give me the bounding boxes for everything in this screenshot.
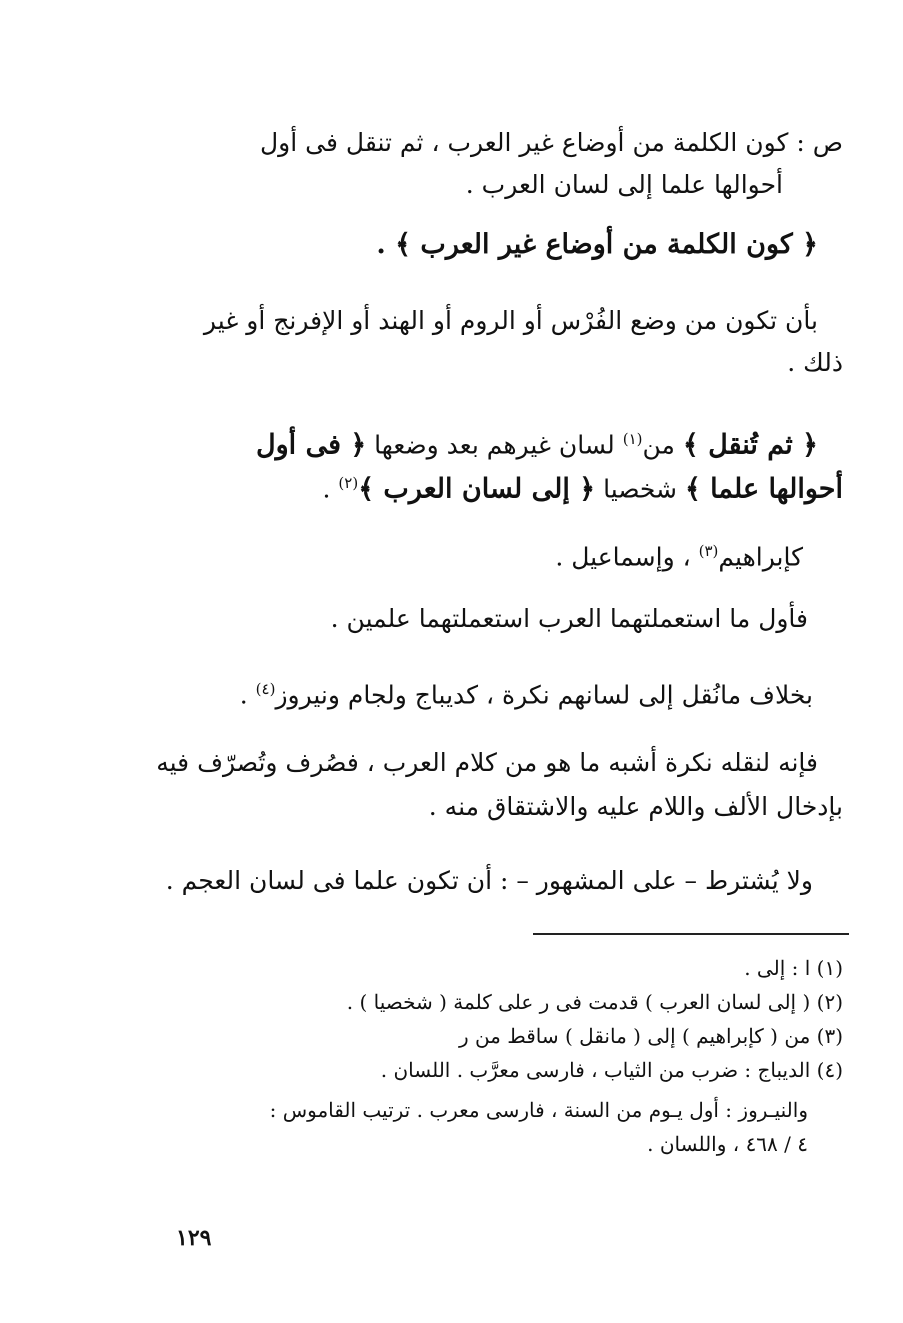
matn-line-2: أحوالها علما إلى لسان العرب . xyxy=(465,170,783,199)
paragraph-2-line-2: ذلك . xyxy=(787,348,843,377)
paragraph-3-line-2: أحوالها علما ﴾ شخصيا ﴿ إلى لسان العرب ﴾$^{(٢)}$ . xyxy=(322,473,843,505)
footnote-4-continuation-1: والنيـروز : أول يـوم من السنة ، فارسى معرب . ترتيب القاموس : xyxy=(269,1098,808,1122)
footnote-3: (٣) من ( كإبراهيم ) إلى ( مانقل ) ساقط من ر xyxy=(458,1024,843,1048)
paragraph-3-line-1: ﴿ ثم تُنقل ﴾ من$^{(١)}$ لسان غيرهم بعد وضعها ﴿ فى أول xyxy=(256,429,818,461)
paragraph-7-line-2: بإدخال الألف واللام عليه والاشتقاق منه . xyxy=(428,792,843,821)
footnote-4-continuation-2: ٤ / ٤٦٨ ، واللسان . xyxy=(647,1132,808,1156)
paragraph-6: بخلاف مانُقل إلى لسانهم نكرة ، كديباج ولجام ونيروز$^{(٤)}$ . xyxy=(239,680,813,710)
matn-line-1: ص : كون الكلمة من أوضاع غير العرب ، ثم تنقل فى أول xyxy=(260,128,843,157)
footnote-separator xyxy=(533,933,849,935)
paragraph-4: كإبراهيم$^{(٣)}$ ، وإسماعيل . xyxy=(555,542,803,572)
paragraph-7-line-1: فإنه لنقله نكرة أشبه ما هو من كلام العرب ، فصُرف وتُصرّف فيه xyxy=(156,748,818,777)
commentary-heading-1: ﴿ كون الكلمة من أوضاع غير العرب ﴾ . xyxy=(376,229,818,260)
paragraph-2-line-1: بأن تكون من وضع الفُرْس أو الروم أو الهند أو الإفرنج أو غير xyxy=(203,306,818,335)
footnote-1: (١) ا : إلى . xyxy=(744,956,843,980)
footnote-4: (٤) الديباج : ضرب من الثياب ، فارسى معرَّب . اللسان . xyxy=(380,1058,843,1082)
footnote-2: (٢) ( إلى لسان العرب ) قدمت فى ر على كلمة ( شخصيا ) . xyxy=(346,990,843,1014)
page-number: ١٢٩ xyxy=(176,1225,212,1251)
paragraph-8: ولا يُشترط – على المشهور – : أن تكون علما فى لسان العجم . xyxy=(165,866,813,895)
paragraph-5: فأول ما استعملتهما العرب استعملتهما علمين . xyxy=(330,604,808,633)
